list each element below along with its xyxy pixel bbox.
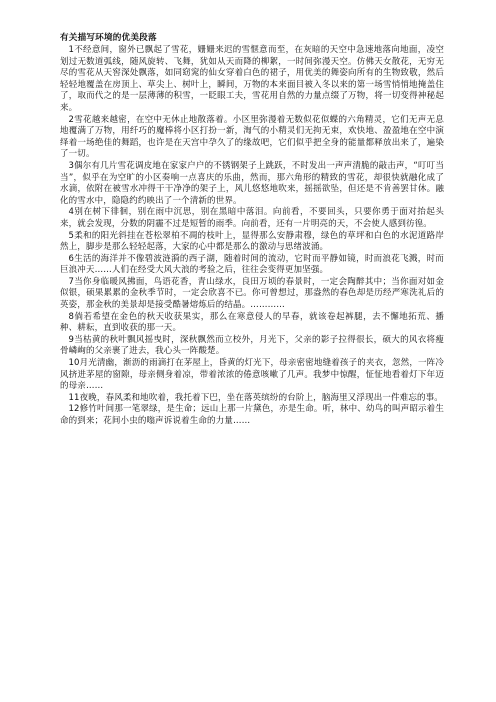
paragraph-4: 4别在树下徘徊，别在雨中沉思，别在黑暗中落泪。向前看，不要回头，只要你勇于面对抬起头来，就会发现，分数的阴霾不过是短暂的雨季。向前看，还有一片明亮的天，不会使人感到彷徨。 xyxy=(60,207,444,229)
paragraph-8: 8倘若希望在金色的秋天收获果实，那么在寒意侵人的早春，就该卷起裤腿，去不懈地拓荒、播种、耕耘，直到收获的那一天。 xyxy=(60,311,444,334)
paragraph-5: 5柔和的阳光斜挂在苍松翠柏不凋的枝叶上，显得那么安静肃穆，绿色的草坪和白色的水泥道路岸然上，脚步是那么轻轻起落，大家的心中都是那么的激动与思绪波涌。 xyxy=(60,230,444,253)
paragraph-1: 1不经意间，窗外已飘起了雪花，姗姗来迟的雪惬意而至，在灰暗的天空中急速地落向地面，凌空划过无数道弧线，随风旋转、飞舞，犹如从天而降的柳絮，一时间弥漫天空。仿佛天女散花，无穷无尽的雪花从天窖深处飘落，如同窈窕的仙女穿着白色的裙子，用优美的舞姿向所有的生物致敬，然后轻轻地覆盖在房顶上、草尖上、树叶上，瞬间，万物的本来面目被入冬以来的第一场雪悄悄地掩盖住了，取而代之的是一层薄薄的积雪，一眨眼工夫，雪花用自然的力量点缀了万物，将一切变得神秘起来。 xyxy=(60,45,444,113)
paragraph-3: 3偶尔有几片雪花调皮地在家家户户的不锈钢架子上跳跃，不时发出一声声清脆的敲击声，“叮叮当当”，似乎在为空旷的小区奏响一点喜庆的乐曲，然而，那六角形的精致的雪花，却很快就融化成了水滴，依附在被雪水冲得干干净净的架子上，风儿悠悠地吹来，摇摇欲坠，但还是不肯善罢甘休。融化的雪水中，隐隐约约映出了一个清新的世界。 xyxy=(60,160,444,206)
paragraph-10: 10月光清幽，渐沥的雨滴打在茅屋上，昏黄的灯光下，母亲密密地缝着孩子的夹衣，忽然，一阵冷风挤进茅屋的窗隙，母亲侧身着凉，带着浓浓的倦意咳嗽了几声。我梦中惊醒，怔怔地看着灯下年迈的母亲…… xyxy=(60,358,444,392)
paragraph-7: 7当你身临暖风拂面，鸟语花香，青山绿水，良田万顷的春景时，一定会陶醉其中；当你面对如金似银，硕果累累的金秋季节时，一定会欣喜不已。你可曾想过，那盎然的春色却是历经严寒洗礼后的英姿，那金秋的美景却是接受酷暑熔炼后的结晶。………… xyxy=(60,276,444,311)
paragraph-9: 9当枯黄的秋叶飘风摇曳时，深秋飘然而立校外，月光下，父亲的影子拉得很长，硕大的风衣将瘦骨嶙峋的父亲裹了进去，我心头一阵酸楚。 xyxy=(60,334,444,357)
paragraph-6: 6生活的海洋并不像碧波涟漪的西子湖，随着时间的流动，它时而平静如镜，时而浪花飞溅，时而巨浪冲天……人们在经受大风大浪的考验之后，往往会变得更加坚强。 xyxy=(60,253,444,276)
document-title: 有关描写环境的优美段落 xyxy=(60,33,157,43)
paragraph-11: 11夜晚，春风柔和地吹着，我托着下巴，坐在落英缤纷的台阶上，脑海里又浮现出一件难忘的事。 xyxy=(68,392,443,403)
paragraph-12: 12修竹叶间那一笔翠绿，是生命；远山上那一片黛色，亦是生命。听，林中、幼鸟的叫声昭示着生命的到来；花间小虫的嗡声诉说着生命的力量…… xyxy=(60,404,444,426)
paragraph-2: 2雪花越来越密，在空中无休止地散落着。小区里弥漫着无数似花似蝶的六角精灵，它们无声无息地覆满了万物，用纤巧的魔棒将小区打扮一新，淘气的小精灵们无拘无束，欢快地、盈盈地在空中演绎着一场绝佳的舞蹈，也许是在天宫中孕久了的缘故吧，它们似乎把全身的能量都释放出来了，遍染了一切。 xyxy=(60,114,444,160)
document-page xyxy=(60,32,444,428)
